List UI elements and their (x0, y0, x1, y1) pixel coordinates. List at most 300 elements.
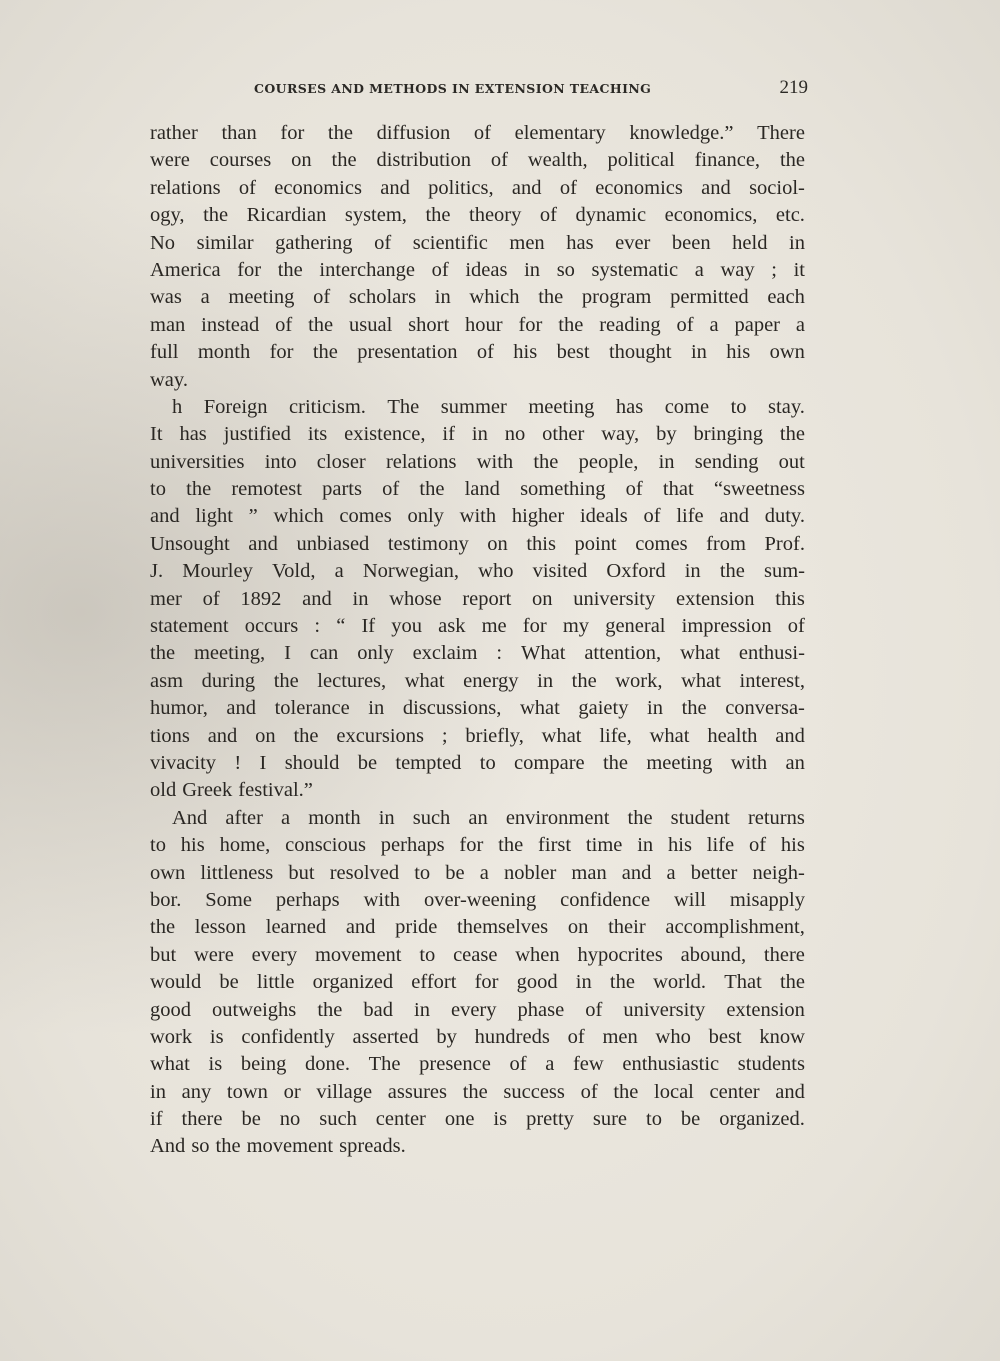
word: the (462, 1080, 488, 1103)
word: on (487, 532, 508, 555)
word: sure (592, 1108, 628, 1131)
word: There (757, 122, 805, 144)
word: good (150, 998, 191, 1021)
word: permitted (670, 286, 749, 309)
word: outweighs (212, 998, 297, 1021)
word: excursions (336, 724, 425, 747)
word: little (256, 971, 295, 994)
word: if (150, 1108, 163, 1131)
body-text (150, 120, 805, 1161)
word: the (779, 971, 805, 994)
word: effort (411, 971, 457, 994)
word: and (248, 532, 278, 555)
word: men (509, 231, 545, 254)
word: the (327, 122, 353, 144)
word: to (730, 395, 747, 418)
word: Foreign (203, 395, 268, 418)
word: closer (316, 450, 366, 473)
text-line (150, 586, 805, 613)
word: when (515, 943, 560, 966)
word: was (150, 286, 182, 309)
word: of (509, 1053, 527, 1076)
word: the (538, 286, 564, 309)
word: asserted (352, 1025, 419, 1048)
word: in (647, 697, 663, 720)
word: resolved (329, 861, 400, 884)
word: impression (681, 615, 772, 638)
word: and (775, 724, 805, 747)
word: for (459, 834, 484, 857)
word: perhaps (380, 834, 445, 857)
text-line (150, 147, 805, 174)
word: Norwegian, (362, 560, 460, 583)
word: center (375, 1108, 426, 1131)
word: humor, (150, 697, 208, 720)
word: instead (201, 313, 260, 336)
word: reading (599, 313, 661, 336)
word: economics (274, 176, 362, 199)
word: And (150, 1135, 186, 1158)
word: town (226, 1080, 268, 1103)
word: gathering (275, 231, 353, 254)
word: in (575, 971, 592, 994)
word: man (150, 313, 186, 336)
word: If (361, 615, 376, 638)
word: health (707, 724, 758, 747)
word: confidently (241, 1025, 335, 1048)
word: a (545, 1053, 555, 1076)
word: organized (312, 971, 394, 994)
word: in (414, 998, 430, 1021)
text-line (150, 367, 805, 394)
word: testimony (387, 532, 469, 555)
word: in (684, 560, 701, 583)
word: local (654, 1080, 694, 1103)
word: cease (453, 943, 498, 966)
word: in (434, 286, 451, 309)
text-line (150, 1024, 805, 1051)
word: of (567, 1025, 585, 1048)
word: tempted (395, 751, 462, 774)
word: neigh- (752, 861, 805, 884)
word: finance, (694, 149, 761, 172)
word: every (450, 998, 497, 1021)
word: pride (395, 916, 438, 939)
word: ask (438, 615, 466, 638)
word: extension (726, 998, 805, 1021)
word: for (474, 971, 499, 994)
text-line (150, 421, 805, 448)
word: would (150, 971, 202, 994)
word: after (225, 806, 263, 829)
word: Mourley (182, 560, 253, 583)
text-line (150, 449, 805, 476)
word: unbiased (296, 532, 370, 555)
text-line (150, 723, 805, 750)
word: sending (694, 450, 759, 473)
word: held (732, 231, 768, 254)
word: economics (595, 176, 683, 199)
word: system, (344, 204, 407, 227)
word: were (150, 149, 190, 172)
word: month (308, 806, 361, 829)
word: What (521, 642, 566, 665)
text-line (150, 394, 805, 421)
word: dynamic (575, 204, 647, 227)
word: will (674, 888, 706, 911)
word: in (352, 587, 369, 610)
word: you (391, 615, 422, 638)
word: No (150, 231, 176, 254)
word: of (202, 587, 220, 610)
word: sociol- (749, 176, 805, 199)
word: politics, (428, 176, 494, 199)
word: with (476, 450, 514, 473)
word: his (180, 834, 205, 857)
word: if (442, 423, 455, 446)
word: should (284, 751, 340, 774)
word: a (709, 313, 719, 336)
text-line (150, 1133, 805, 1160)
word: The (387, 395, 420, 418)
word: to (479, 751, 496, 774)
word: paper (734, 313, 781, 336)
word: other (542, 423, 585, 446)
word: way. (150, 368, 188, 391)
word: enthusi- (738, 642, 805, 665)
word: few (572, 1053, 604, 1076)
word: what (541, 724, 582, 747)
word: come (664, 395, 710, 418)
word: who (655, 1025, 691, 1048)
text-line (150, 257, 805, 284)
word: conscious (285, 834, 366, 857)
text-line (150, 942, 805, 969)
word: Ricardian (246, 204, 327, 227)
word: discussions, (402, 697, 502, 720)
word: such (412, 806, 451, 829)
text-line (150, 120, 805, 147)
word: vivacity (150, 751, 217, 774)
word: who (478, 560, 514, 583)
word: It (150, 423, 163, 446)
word: the (308, 313, 334, 336)
word: and (701, 176, 731, 199)
word: justified (223, 423, 291, 446)
word: comes (339, 505, 392, 528)
text-line (150, 832, 805, 859)
word: student (670, 806, 730, 829)
word: good (516, 971, 558, 994)
word: university (623, 998, 706, 1021)
word: and (150, 505, 180, 528)
word: of (238, 176, 256, 199)
word: the (719, 560, 745, 583)
word: success (503, 1080, 565, 1103)
word: the (425, 204, 451, 227)
word: in (150, 1080, 166, 1103)
word: for (269, 341, 294, 364)
word: And (172, 806, 208, 829)
word: perhaps (275, 888, 340, 911)
word: to (419, 943, 436, 966)
word: of (580, 1080, 598, 1103)
word: on (567, 916, 589, 939)
word: which (469, 286, 520, 309)
word: it (793, 258, 805, 281)
word: no (279, 1108, 301, 1131)
word: ! (234, 751, 242, 774)
word: occurs (244, 615, 299, 638)
word: diffusion (376, 122, 451, 144)
word: of (313, 286, 331, 309)
word: this (526, 532, 556, 555)
word: and (345, 916, 376, 939)
word: home, (219, 834, 271, 857)
word: of (476, 341, 494, 364)
word: of (643, 505, 661, 528)
text-line (150, 887, 805, 914)
word: assures (387, 1080, 448, 1103)
word: to (150, 834, 166, 857)
word: there (763, 943, 805, 966)
word: stay. (768, 395, 805, 418)
word: for (237, 258, 262, 281)
word: in (524, 258, 541, 281)
word: meeting (528, 395, 595, 418)
word: first (538, 834, 572, 857)
word: presence (419, 1053, 491, 1076)
word: a (200, 286, 210, 309)
word: on (532, 587, 553, 610)
word: of (539, 204, 557, 227)
word: one (444, 1108, 475, 1131)
text-line (150, 777, 805, 804)
word: a (281, 806, 291, 829)
word: courses (209, 149, 272, 172)
word: village (316, 1080, 373, 1103)
word: and (775, 1080, 805, 1103)
word: what (649, 724, 690, 747)
word: festival.” (238, 779, 313, 802)
word: men (602, 1025, 638, 1048)
word: universities (150, 450, 245, 473)
word: misapply (729, 888, 805, 911)
word: economics, (664, 204, 758, 227)
word: program (581, 286, 652, 309)
word: a (479, 861, 489, 884)
word: students (737, 1053, 805, 1076)
word: a (694, 258, 704, 281)
word: has (566, 231, 594, 254)
word: best (556, 341, 590, 364)
word: be (241, 1108, 261, 1131)
running-title: COURSES AND METHODS IN EXTENSION TEACHING (254, 81, 652, 96)
word: gaiety (578, 697, 629, 720)
word: themselves (457, 916, 549, 939)
word: meeting, (193, 642, 266, 665)
word: ever (615, 231, 651, 254)
word: Greek (182, 779, 233, 802)
word: by (656, 423, 677, 446)
word: the (273, 669, 299, 692)
word: existence, (344, 423, 426, 446)
word: the (215, 1135, 241, 1158)
word: of (559, 176, 577, 199)
word: of (374, 231, 392, 254)
word: of (382, 478, 400, 501)
word: be (445, 861, 465, 884)
text-line (150, 339, 805, 366)
word: his (513, 341, 538, 364)
word: hypocrites (577, 943, 663, 966)
word: center (709, 1080, 760, 1103)
word: with (459, 505, 497, 528)
word: abound, (680, 943, 747, 966)
word: ideals (579, 505, 628, 528)
word: conversa- (725, 697, 805, 720)
word: his (668, 834, 692, 857)
word: I (259, 751, 267, 774)
word: movement (314, 943, 402, 966)
word: is (208, 1053, 223, 1076)
word: Oxford (606, 560, 666, 583)
text-line (150, 503, 805, 530)
word: political (607, 149, 675, 172)
word: meeting (646, 751, 713, 774)
word: world. (653, 971, 707, 994)
word: and (380, 176, 410, 199)
word: man (571, 861, 607, 884)
text-line (150, 1106, 805, 1133)
word: way (720, 258, 755, 281)
text-line (150, 531, 805, 558)
word: distribution (376, 149, 471, 172)
word: briefly, (465, 724, 524, 747)
word: by (436, 1025, 457, 1048)
word: out (778, 450, 805, 473)
word: on (255, 724, 276, 747)
word: the (613, 1080, 639, 1103)
word: thought (608, 341, 672, 364)
word: been (671, 231, 711, 254)
word: and (511, 176, 542, 199)
text-line (150, 175, 805, 202)
word: the (419, 478, 445, 501)
word: asm (150, 669, 184, 692)
word: in (789, 231, 805, 254)
word: energy (463, 669, 519, 692)
word: confidence (560, 888, 651, 911)
word: “ (336, 615, 346, 638)
word: his (780, 834, 805, 857)
word: is (209, 1025, 224, 1048)
word: wealth, (527, 149, 588, 172)
text-line (150, 997, 805, 1024)
word: parts (322, 478, 362, 501)
word: scholars (348, 286, 417, 309)
word: what (519, 697, 560, 720)
word: each (767, 286, 805, 309)
word: so (191, 1135, 210, 1158)
word: light (195, 505, 233, 528)
word: duty. (764, 505, 805, 528)
word: returns (747, 806, 805, 829)
word: be (357, 751, 378, 774)
word: Prof. (764, 532, 805, 555)
word: in (690, 341, 707, 364)
text-line (150, 476, 805, 503)
word: better (690, 861, 738, 884)
word: of (490, 149, 508, 172)
word: movement (246, 1135, 334, 1158)
word: of (676, 313, 694, 336)
word: to (150, 478, 166, 501)
word: ; (441, 724, 448, 747)
word: tolerance (274, 697, 350, 720)
word: of (787, 615, 805, 638)
word: during (201, 669, 256, 692)
word: in (471, 423, 488, 446)
word: done. (305, 1053, 350, 1076)
word: no (504, 423, 526, 446)
word: phase (517, 998, 565, 1021)
word: visited (532, 560, 588, 583)
word: university (573, 587, 656, 610)
word: own (769, 341, 805, 364)
word: the (293, 724, 319, 747)
word: to (414, 861, 431, 884)
word: has (615, 395, 644, 418)
text-line (150, 230, 805, 257)
word: in (658, 450, 675, 473)
word: only (357, 642, 394, 665)
word: month (197, 341, 251, 364)
word: there (181, 1108, 223, 1131)
word: ” (248, 505, 258, 528)
word: general (605, 615, 666, 638)
text-line (150, 312, 805, 339)
text-line (150, 558, 805, 585)
text-line (150, 969, 805, 996)
word: the (681, 697, 707, 720)
word: remotest (231, 478, 302, 501)
word: short (408, 313, 450, 336)
word: of (625, 478, 643, 501)
word: ideas (465, 258, 508, 281)
word: old (150, 779, 177, 802)
word: for (522, 615, 547, 638)
word: the (498, 834, 524, 857)
word: the (558, 313, 584, 336)
word: every (251, 943, 298, 966)
word: for (280, 122, 305, 144)
word: “sweetness (713, 478, 805, 501)
page-number: 219 (779, 77, 808, 98)
word: attention, (584, 642, 662, 665)
word: of (748, 834, 767, 857)
word: relations (385, 450, 457, 473)
word: an (785, 751, 805, 774)
word: being (240, 1053, 287, 1076)
word: higher (511, 505, 565, 528)
word: pretty (526, 1108, 574, 1131)
text-line (150, 613, 805, 640)
word: my (562, 615, 590, 638)
word: extension (675, 587, 755, 610)
word: the (186, 478, 212, 501)
word: way, (601, 423, 640, 446)
